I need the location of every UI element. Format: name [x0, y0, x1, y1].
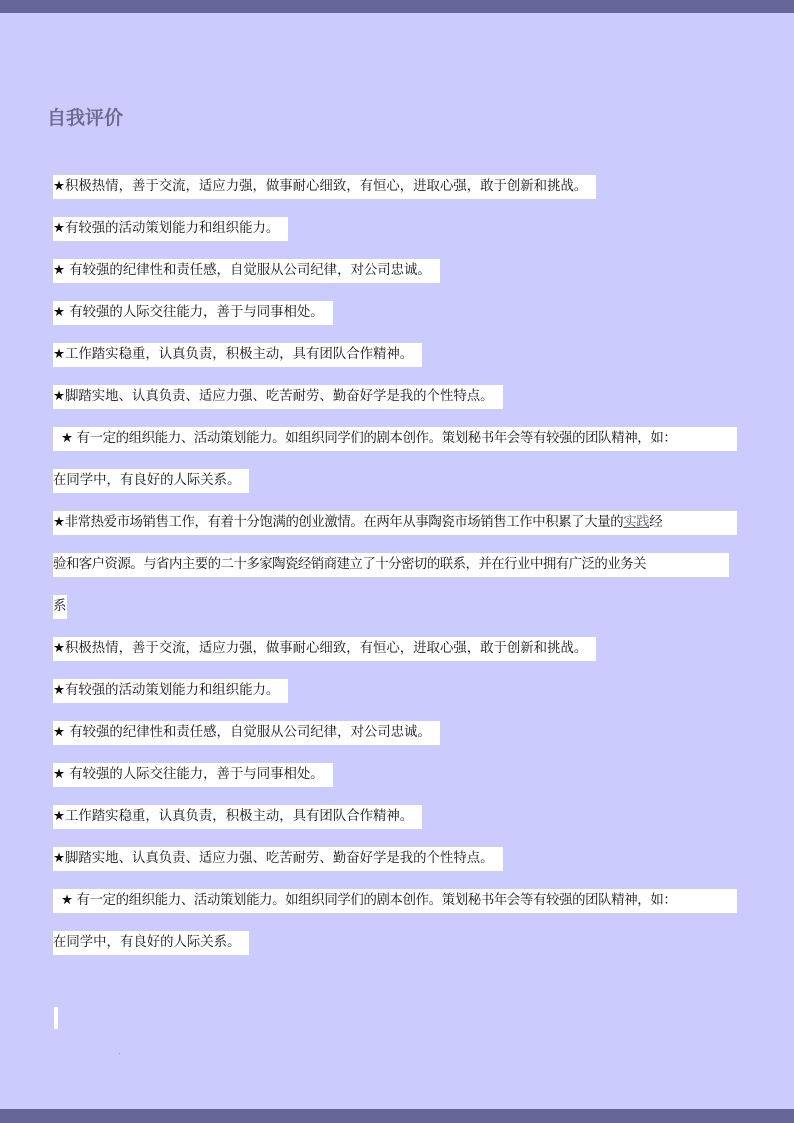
- self-evaluation-content: [53, 175, 743, 973]
- paragraph-text: 系: [53, 595, 67, 619]
- paragraph-line: [53, 763, 743, 805]
- paragraph-text: ★ 有一定的组织能力、活动策划能力。如组织同学们的剧本创作。策划秘书年会等有较强的团队精神，如：: [53, 889, 737, 913]
- paragraph-text: ★脚踏实地、认真负责、适应力强、吃苦耐劳、勤奋好学是我的个性特点。: [53, 385, 503, 409]
- stray-dot: [119, 1053, 120, 1054]
- section-title: 自我评价: [47, 107, 124, 129]
- paragraph-line: [53, 469, 743, 511]
- paragraph-line: [53, 679, 743, 721]
- paragraph-text: 验和客户资源。与省内主要的二十多家陶瓷经销商建立了十分密切的联系，并在行业中拥有广泛的业务关: [53, 553, 729, 577]
- paragraph-line: [53, 889, 743, 931]
- paragraph-line: [53, 217, 743, 259]
- paragraph-text: ★ 有较强的纪律性和责任感，自觉服从公司纪律，对公司忠诚。: [53, 721, 440, 745]
- paragraph-line: [53, 553, 743, 595]
- paragraph-text-part: 经: [649, 515, 663, 530]
- paragraph-text: ★有较强的活动策划能力和组织能力。: [53, 679, 288, 703]
- paragraph-text: ★ 有较强的人际交往能力，善于与同事相处。: [53, 301, 333, 325]
- paragraph-line: [53, 343, 743, 385]
- paragraph-text: ★积极热情，善于交流，适应力强，做事耐心细致，有恒心，进取心强，敢于创新和挑战。: [53, 637, 596, 661]
- paragraph-text: 在同学中，有良好的人际关系。: [53, 931, 249, 955]
- paragraph-line: [53, 175, 743, 217]
- paragraph-line: [53, 721, 743, 763]
- paragraph-line: [53, 931, 743, 973]
- paragraph-line: [53, 427, 743, 469]
- paragraph-text-part: ★非常热爱市场销售工作，有着十分饱满的创业激情。在两年从事陶瓷市场销售工作中积累了大量的: [53, 515, 624, 530]
- paragraph-text: ★脚踏实地、认真负责、适应力强、吃苦耐劳、勤奋好学是我的个性特点。: [53, 847, 503, 871]
- paragraph-text: ★积极热情，善于交流，适应力强，做事耐心细致，有恒心，进取心强，敢于创新和挑战。: [53, 175, 596, 199]
- paragraph-line: [53, 259, 743, 301]
- paragraph-text: ★ 有较强的纪律性和责任感，自觉服从公司纪律，对公司忠诚。: [53, 259, 440, 283]
- paragraph-line: [53, 511, 743, 553]
- paragraph-text: ★ 有一定的组织能力、活动策划能力。如组织同学们的剧本创作。策划秘书年会等有较强的团队精神，如：: [53, 427, 737, 451]
- text-cursor-mark: [54, 1007, 58, 1029]
- paragraph-text: 在同学中，有良好的人际关系。: [53, 469, 249, 493]
- paragraph-line: [53, 301, 743, 343]
- bottom-bar: [0, 1109, 794, 1123]
- top-bar: [0, 0, 794, 13]
- paragraph-text: ★ 有较强的人际交往能力，善于与同事相处。: [53, 763, 333, 787]
- paragraph-text: ★工作踏实稳重，认真负责，积极主动，具有团队合作精神。: [53, 805, 422, 829]
- paragraph-text: ★有较强的活动策划能力和组织能力。: [53, 217, 288, 241]
- paragraph-line: [53, 637, 743, 679]
- practice-link[interactable]: 实践: [623, 515, 650, 530]
- paragraph-text: ★工作踏实稳重，认真负责，积极主动，具有团队合作精神。: [53, 343, 422, 367]
- paragraph-line: [53, 805, 743, 847]
- paragraph-line: [53, 385, 743, 427]
- paragraph-line: [53, 847, 743, 889]
- paragraph-text: [53, 511, 737, 535]
- paragraph-line: [53, 595, 743, 637]
